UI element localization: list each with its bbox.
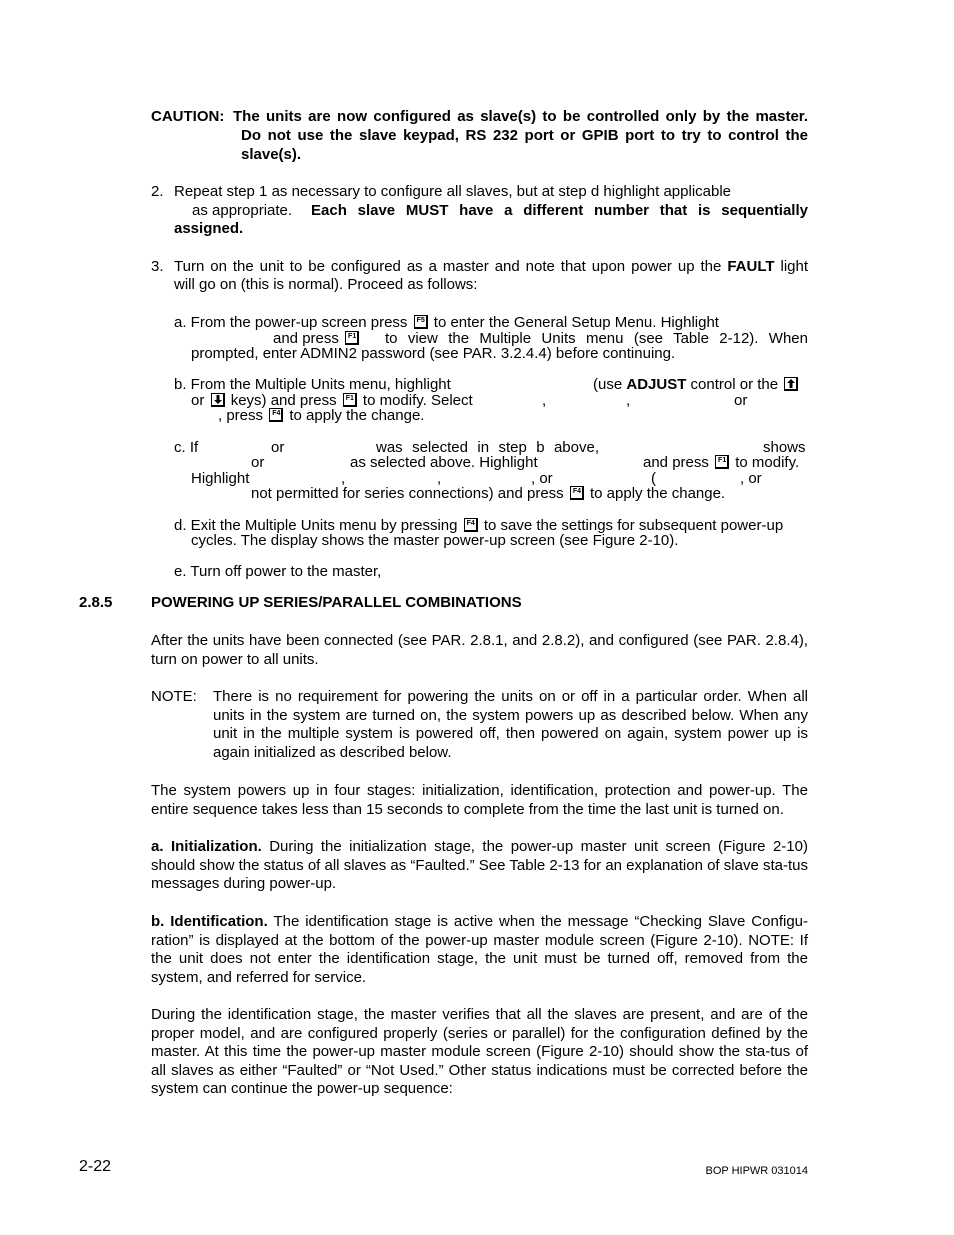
sub-c-text-2c: and press (643, 454, 709, 471)
sub-a-text-1b: to enter the General Setup Menu. Highlight (433, 314, 719, 331)
sub-b-comma-1: , (542, 392, 547, 409)
sub-b-text-3b: to apply the change. (289, 407, 425, 424)
f4-key-icon: F4 (570, 486, 584, 500)
sub-b-line-1b (593, 376, 800, 395)
sub-b-text-1c: control or the (690, 376, 779, 393)
sub-c-text-1a: c. If (174, 439, 199, 456)
sub-e-line: e. Turn off power to the master, (174, 563, 382, 580)
sub-b-text-2c: to modify. Select (362, 392, 473, 409)
f1-key-icon: F1 (715, 455, 729, 469)
step3-text-1b: light (780, 258, 809, 275)
sub-c-text-2b: as selected above. Highlight (350, 454, 538, 471)
paragraph-initialization (151, 838, 808, 894)
sub-c-text-3b: , or (531, 470, 553, 487)
sub-b-text-3a: , press (218, 407, 264, 424)
sub-b-line-1a: b. From the Multiple Units menu, highlight (174, 376, 451, 393)
sub-b-text-use: (use (593, 376, 623, 393)
sub-b-text-or: or (191, 392, 205, 409)
f5-key-icon: F5 (414, 315, 428, 329)
step2-line-1: Repeat step 1 as necessary to configure all slaves, but at step d highlight applicable (174, 183, 732, 200)
sub-d-text-1b: to save the settings for subsequent power-up (483, 517, 784, 534)
caution-line-3: slave(s). (241, 146, 302, 163)
note-label: NOTE: (151, 688, 197, 705)
sub-c-text-3a: Highlight (191, 470, 250, 487)
step2-line-2b: Each slave MUST have a different number that is sequentially (311, 202, 808, 219)
sub-c-text-1b: or (271, 439, 285, 456)
section-number: 2.8.5 (79, 594, 113, 611)
initialization-text: During the initialization stage, the power-up master unit screen (Figure 2-10) should show the status of all slaves as “Faulted.” See Table 2-13 for an explanation of slave sta-tus messages during power-up. (151, 838, 808, 892)
f1-key-icon: F1 (345, 331, 359, 345)
identification-heading: b. Identification. (151, 913, 268, 930)
sub-c-comma-2: , (437, 470, 442, 487)
step2-line-2a: as appropriate. (192, 202, 293, 219)
paragraph-identification (151, 913, 808, 987)
paragraph-identification-stage: During the identification stage, the master verifies that all the slaves are present, and are of the proper model, and are configured properly (series or parallel) for the configuration defined by the master. At this time the power-up master module screen (Figure 2-10) should show the sta-tus of all slaves as either “Faulted” or “Not Used.” Other status indications must be corrected before the system can continue the power-up sequence: (151, 1006, 808, 1097)
sub-c-text-1d: shows (763, 439, 806, 456)
sub-c-text-4a: not permitted for series connections) and press (251, 485, 564, 502)
step3-number: 3. (151, 258, 164, 275)
f4-key-icon: F4 (269, 408, 283, 422)
caution-label: CAUTION: (151, 108, 225, 125)
initialization-heading: a. Initialization. (151, 838, 262, 855)
sub-b-text-2b: keys) and press (230, 392, 337, 409)
sub-a-text-1a: a. From the power-up screen press (174, 314, 408, 331)
step3-line-1 (174, 258, 808, 277)
fault-light-label: FAULT (727, 258, 775, 275)
sub-a-line-2b: to view the Multiple Units menu (see Table 2-12). When (385, 330, 808, 347)
sub-c-text-1c: was selected in step b above, (376, 439, 599, 456)
caution-line-1: The units are now configured as slave(s) to be controlled only by the master. (233, 108, 808, 125)
step3-text-1a: Turn on the unit to be configured as a master and note that upon power up the (174, 258, 722, 275)
f4-key-icon: F4 (464, 518, 478, 532)
step2-line-3: assigned. (174, 220, 244, 237)
sub-a-text-2a: and press (273, 330, 339, 347)
sub-c-text-4b: to apply the change. (590, 485, 726, 502)
sub-c-text-3c: , or (740, 470, 762, 487)
step3-line-2: will go on (this is normal). Proceed as follows: (174, 276, 478, 293)
down-arrow-key-icon (211, 393, 225, 407)
sub-d-text-1a: d. Exit the Multiple Units menu by pressing (174, 517, 458, 534)
up-arrow-key-icon (784, 377, 798, 391)
sub-d-line-2: cycles. The display shows the master power-up screen (see Figure 2-10). (191, 532, 679, 549)
note-text: There is no requirement for powering the units on or off in a particular order. When all units in the system are turned on, the system powers up as described below. When any unit in the multiple system is powered off, then powered on again, system power up is again initialized as described below. (213, 688, 808, 761)
sub-c-line-2c (643, 454, 799, 473)
document-id: BOP HIPWR 031014 (705, 1165, 808, 1177)
step2-number: 2. (151, 183, 164, 200)
f1-key-icon: F1 (343, 393, 357, 407)
sub-a-line-3: prompted, enter ADMIN2 password (see PAR. 3.2.4.4) before continuing. (191, 345, 676, 362)
sub-c-paren: ( (651, 470, 656, 487)
sub-c-comma-1: , (341, 470, 346, 487)
sub-c-text-2a: or (251, 454, 265, 471)
sub-b-line-3 (218, 407, 424, 426)
sub-c-line-4 (251, 485, 725, 504)
section-title: POWERING UP SERIES/PARALLEL COMBINATIONS (151, 594, 522, 611)
adjust-control-label: ADJUST (626, 376, 687, 393)
identification-text: The identification stage is active when the message “Checking Slave Configu-ration” is displayed at the bottom of the power-up master module screen (Figure 2-10). NOTE: If the unit does not enter the identification stage, the unit must be turned off, removed from the system, and referred for service. (151, 913, 808, 986)
caution-line-2: Do not use the slave keypad, RS 232 port or GPIB port to try to control the (241, 127, 808, 144)
paragraph-connections: After the units have been connected (see PAR. 2.8.1, and 2.8.2), and configured (see PAR. 2.8.4), turn on power to all units. (151, 632, 808, 668)
sub-b-or: or (734, 392, 748, 409)
sub-b-comma-2: , (626, 392, 631, 409)
page-number: 2-22 (79, 1158, 112, 1175)
paragraph-four-stages: The system powers up in four stages: initialization, identification, protection and power-up. The entire sequence takes less than 15 seconds to complete from the time the last unit is turned on. (151, 782, 808, 818)
sub-c-text-2d: to modify. (735, 454, 800, 471)
